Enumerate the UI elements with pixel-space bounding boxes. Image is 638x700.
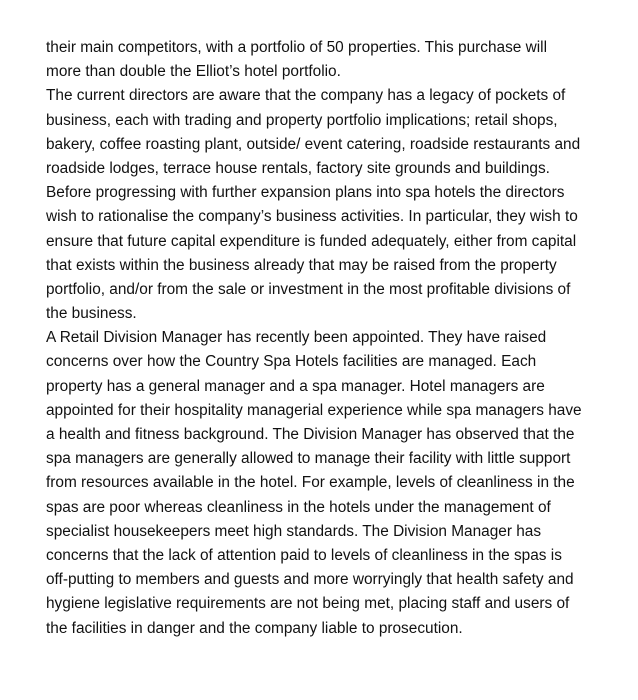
paragraph-2 — [46, 84, 626, 326]
text-line: business, each with trading and property portfolio implications; retail shops, — [46, 111, 558, 129]
text-line: bakery, coffee roasting plant, outside/ event catering, roadside restaurants and — [46, 135, 581, 153]
text-line: that exists within the business already that may be raised from the property — [46, 256, 557, 274]
text-line: A Retail Division Manager has recently been appointed. They have raised — [46, 329, 547, 347]
text-line: spa managers are generally allowed to manage their facility with little support — [46, 450, 571, 468]
paragraph-1 — [46, 36, 626, 84]
text-line: The current directors are aware that the company has a legacy of pockets of — [46, 87, 566, 105]
text-line: from resources available in the hotel. For example, levels of cleanliness in the — [46, 474, 575, 492]
text-line: roadside lodges, terrace house rentals, factory site grounds and buildings. — [46, 159, 550, 177]
text-line: spas are poor whereas cleanliness in the hotels under the management of — [46, 498, 551, 516]
text-line: property has a general manager and a spa manager. Hotel managers are — [46, 377, 545, 395]
text-line: off-putting to members and guests and more worryingly that health safety and — [46, 571, 574, 589]
text-line: Before progressing with further expansion plans into spa hotels the directors — [46, 184, 565, 202]
text-line: wish to rationalise the company’s business activities. In particular, they wish to — [46, 208, 578, 226]
text-line: specialist housekeepers meet high standards. The Division Manager has — [46, 522, 542, 540]
text-line: their main competitors, with a portfolio of 50 properties. This purchase will — [46, 39, 547, 56]
text-line: appointed for their hospitality managerial experience while spa managers have — [46, 401, 582, 419]
text-line: hygiene legislative requirements are not being met, placing staff and users of — [46, 595, 570, 613]
text-line: concerns that the lack of attention paid to levels of cleanliness in the spas is — [46, 546, 562, 564]
text-line: a health and fitness background. The Division Manager has observed that the — [46, 426, 575, 443]
text-line: the facilities in danger and the company liable to prosecution. — [46, 619, 463, 637]
text-line: concerns over how the Country Spa Hotels facilities are managed. Each — [46, 353, 537, 371]
document-body — [46, 36, 626, 641]
text-line: the business. — [46, 305, 137, 323]
text-line: portfolio, and/or from the sale or investment in the most profitable divisions of — [46, 280, 571, 298]
text-line: more than double the Elliot’s hotel portfolio. — [46, 63, 341, 81]
text-line: ensure that future capital expenditure is funded adequately, either from capital — [46, 232, 577, 250]
paragraph-3 — [46, 326, 626, 640]
